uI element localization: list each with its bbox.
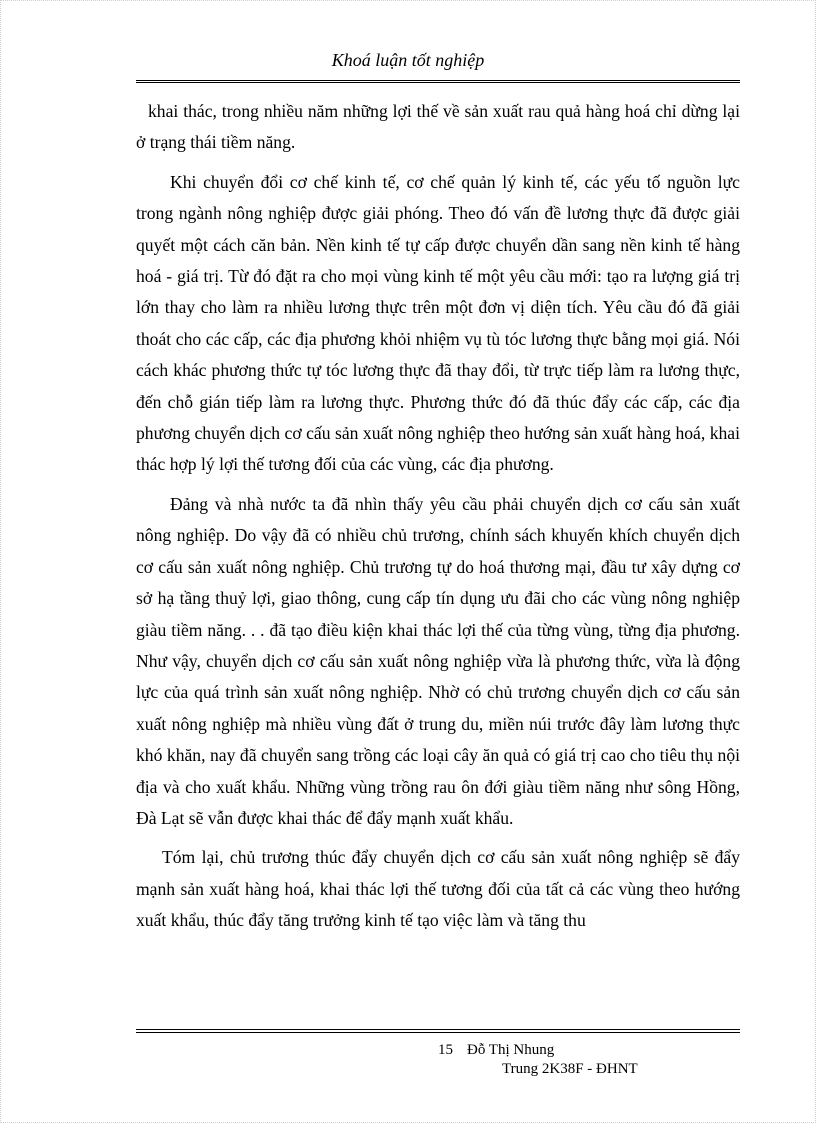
paragraph-1: khai thác, trong nhiều năm những lợi thế về sản xuất rau quả hàng hoá chỉ dừng lại ở trạng thái tiềm năng. xyxy=(136,101,740,153)
footer-class-info: Trung 2K38F - ĐHNT xyxy=(502,1061,638,1077)
paragraph-2: Khi chuyển đổi cơ chế kinh tế, cơ chế quản lý kinh tế, các yếu tố nguồn lực trong ngành nông nghiệp được giải phóng. Theo đó vấn đề lương thực đã được giải quyết một cách căn bản. Nền kinh tế tự cấp được chuyển dần sang nền kinh tế hàng hoá - giá trị. Từ đó đặt ra cho mọi vùng kinh tế một yêu cầu mới: tạo ra lượng giá trị lớn thay cho làm ra nhiều lương thực trên một đơn vị diện tích. Yêu cầu đó đã giải thoát cho các cấp, các địa phương khỏi nhiệm vụ tù tóc lương thực bằng mọi giá. Nói cách khác phương thức tự tóc lương thực đã thay đổi, từ trực tiếp làm ra lương thực, đến chỗ gián tiếp làm ra lương thực. Phương thức đó đã thúc đẩy các cấp, các địa phương chuyển dịch cơ cấu sản xuất nông nghiệp theo hướng sản xuất hàng hoá, khai thác hợp lý lợi thế tương đối của các vùng, các địa phương. xyxy=(136,171,740,475)
footer-line xyxy=(438,1040,554,1060)
document-body xyxy=(136,96,740,945)
page-header-title: Khoá luận tốt nghiệp xyxy=(331,50,485,70)
footer-author: Đỗ Thị Nhung xyxy=(467,1042,555,1058)
footer-rule xyxy=(136,1029,740,1035)
paragraph-3: Đảng và nhà nước ta đã nhìn thấy yêu cầu phải chuyển dịch cơ cấu sản xuất nông nghiệp. Do vậy đã có nhiều chủ trương, chính sách khuyến khích chuyển dịch cơ cấu sản xuất nông nghiệp. Chủ trương tự do hoá thương mại, đầu tư xây dựng cơ sở hạ tầng thuỷ lợi, giao thông, cung cấp tín dụng ưu đãi cho các vùng nông nghiệp giàu tiềm năng. . . đã tạo điều kiện khai thác lợi thế của từng vùng, từng địa phương. Như vậy, chuyển dịch cơ cấu sản xuất nông nghiệp vừa là phương thức, vừa là động lực của quá trình sản xuất nông nghiệp. Nhờ có chủ trương chuyển dịch cơ cấu sản xuất nông nghiệp mà nhiều vùng đất ở trung du, miền núi trước đây làm lương thực khó khăn, nay đã chuyển sang trồng các loại cây ăn quả có giá trị cao cho tiêu thụ nội địa và cho xuất khẩu. Những vùng trồng rau ôn đới giàu tiềm năng như sông Hồng, Đà Lạt sẽ vẫn được khai thác để đẩy mạnh xuất khẩu. xyxy=(136,493,740,828)
page-number: 15 xyxy=(438,1042,453,1058)
header-rule xyxy=(136,80,740,83)
paragraph-4: Tóm lại, chủ trương thúc đẩy chuyển dịch cơ cấu sản xuất nông nghiệp sẽ đẩy mạnh sản xuất hàng hoá, khai thác lợi thế tương đối của tất cả các vùng theo hướng xuất khẩu, thúc đẩy tăng trưởng kinh tế tạo việc làm và tăng thu xyxy=(136,847,740,931)
